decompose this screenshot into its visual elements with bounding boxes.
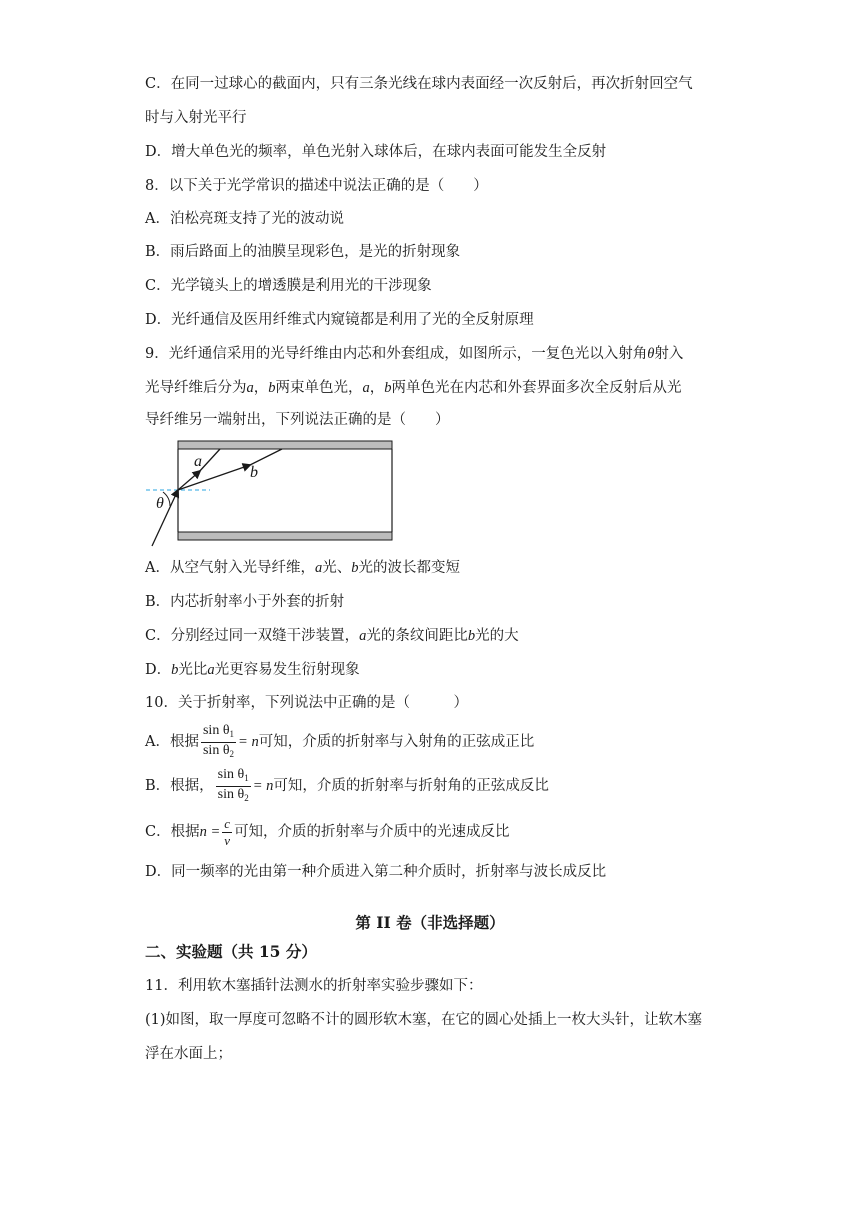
- part2-heading: 二、实验题（共 15 分）: [145, 942, 317, 961]
- symbol-b: b: [384, 380, 392, 396]
- symbol-a: a: [246, 380, 254, 396]
- q8-option-a: A．泊松亮斑支持了光的波动说: [145, 211, 344, 227]
- text: C．分别经过同一双缝干涉装置，: [145, 628, 360, 644]
- symbol-b: b: [268, 380, 276, 396]
- c: c: [224, 815, 231, 831]
- q8-option-d: D．光纤通信及医用纤维式内窥镜都是利用了光的全反射原理: [145, 312, 534, 328]
- symbol-b: b: [351, 560, 359, 576]
- q11-step1-line1: (1)如图，取一厚度可忽略不计的圆形软木塞，在它的圆心处插上一枚大头针，让软木塞: [145, 1012, 703, 1028]
- text: D．: [145, 662, 172, 678]
- ray-b: [178, 465, 250, 490]
- optical-fiber-figure: [140, 436, 400, 556]
- eq-n: = n: [252, 778, 274, 794]
- q8-option-c: C．光学镜头上的增透膜是利用光的干涉现象: [145, 278, 432, 294]
- q8-option-b: B．雨后路面上的油膜呈现彩色，是光的折射现象: [145, 244, 461, 260]
- text: 可知，介质的折射率与入射角的正弦成正比: [258, 734, 535, 750]
- symbol-a: a: [314, 560, 323, 576]
- text: 光比: [178, 662, 208, 678]
- symbol-b: b: [467, 628, 476, 644]
- q9-option-d: [145, 660, 360, 680]
- fiber-cladding-bottom: [178, 532, 392, 540]
- q10-option-c: [145, 812, 510, 852]
- symbol-a: a: [359, 628, 367, 644]
- num: sin θ: [202, 722, 230, 738]
- c-over-v-fraction: [222, 816, 232, 849]
- q9-stem2-text-b: 两束单色光，: [275, 380, 363, 396]
- n-eq: n =: [199, 824, 221, 840]
- q9-option-c: [145, 626, 519, 646]
- text: 光的大: [475, 628, 519, 644]
- q7-option-d: D．增大单色光的频率，单色光射入球体后，在球内表面可能发生全反射: [145, 144, 607, 160]
- text: 光的条纹间距比: [366, 628, 468, 644]
- q9-option-b: B．内芯折射率小于外套的折射: [145, 594, 345, 610]
- q10-option-a: [145, 722, 534, 762]
- text: 光、: [322, 560, 352, 576]
- q9-stem-line2: [145, 378, 682, 398]
- q11-stem: 11．利用软木塞插针法测水的折射率实验步骤如下：: [145, 978, 483, 994]
- fiber-cladding-top: [178, 441, 392, 449]
- comma: ，: [253, 380, 269, 396]
- q9-stem1-text-b: 射入: [654, 346, 684, 362]
- q7-option-c-line1: C．在同一过球心的截面内，只有三条光线在球内表面经一次反射后，再次折射回空气: [145, 76, 693, 92]
- eq-n: = n: [238, 734, 259, 750]
- text: B．根据，: [145, 778, 214, 794]
- sub: 2: [229, 748, 235, 759]
- text: 可知，介质的折射率与介质中的光速成反比: [234, 824, 510, 840]
- q9-stem-line3: 导纤维另一端射出，下列说法正确的是（ ）: [145, 412, 450, 428]
- q9-stem-line1: [145, 344, 683, 364]
- v: v: [224, 832, 231, 848]
- text: A．根据: [145, 734, 199, 750]
- num: sin θ: [217, 766, 245, 782]
- q10-option-b: [145, 766, 549, 806]
- q10-option-d: D．同一频率的光由第一种介质进入第二种介质时，折射率与波长成反比: [145, 864, 607, 880]
- sub: 1: [229, 728, 235, 739]
- text: C．根据: [145, 824, 200, 840]
- text: 光更容易发生衍射现象: [214, 662, 360, 678]
- sine-ratio-fraction: [201, 723, 236, 762]
- theta-symbol: θ: [647, 346, 655, 362]
- label-b: b: [250, 464, 258, 481]
- part2-title: 第 II 卷（非选择题）: [355, 913, 505, 932]
- ray-a: [178, 471, 200, 490]
- text: 可知，介质的折射率与折射角的正弦成反比: [273, 778, 549, 794]
- den: sin θ: [217, 786, 245, 802]
- den: sin θ: [202, 742, 230, 758]
- q9-option-a: [145, 558, 460, 578]
- text: 光的波长都变短: [358, 560, 460, 576]
- q8-stem: 8．以下关于光学常识的描述中说法正确的是（ ）: [145, 178, 488, 194]
- label-a: a: [194, 453, 202, 470]
- label-theta: θ: [156, 495, 164, 512]
- q9-stem1-text-a: 9．光纤通信采用的光导纤维由内芯和外套组成，如图所示，一复色光以入射角: [145, 346, 648, 362]
- sub: 2: [244, 792, 249, 803]
- comma: ，: [369, 380, 385, 396]
- q10-stem: 10．关于折射率，下列说法中正确的是（ ）: [145, 695, 468, 711]
- angle-arc: [163, 492, 170, 506]
- sub: 1: [244, 772, 249, 783]
- symbol-a: a: [207, 662, 215, 678]
- q7-option-c-line2: 时与入射光平行: [145, 110, 247, 126]
- sine-ratio-fraction: [216, 767, 251, 806]
- q11-step1-line2: 浮在水面上；: [145, 1046, 232, 1062]
- q9-stem2-text-a: 光导纤维后分为: [145, 380, 247, 396]
- text: A．从空气射入光导纤维，: [145, 560, 315, 576]
- q9-stem2-text-c: 两单色光在内芯和外套界面多次全反射后从光: [391, 380, 682, 396]
- symbol-b: b: [171, 662, 179, 678]
- symbol-a: a: [362, 380, 370, 396]
